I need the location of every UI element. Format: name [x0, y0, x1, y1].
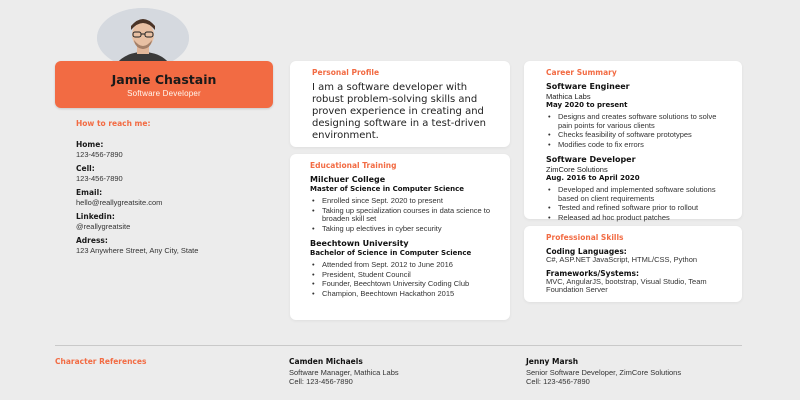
school-entry [310, 175, 490, 233]
job-bullets [546, 186, 720, 222]
education-card [290, 154, 510, 320]
school-name: Beechtown University [310, 239, 409, 248]
school-degree: Bachelor of Science in Computer Science [310, 249, 472, 257]
name-card [55, 61, 273, 108]
person-name: Jamie Chastain [111, 72, 217, 87]
contact-label: Linkedin: [76, 212, 115, 221]
contact-label: Adress: [76, 236, 108, 245]
list-item: • Founder, Beechtown University Coding Club [310, 280, 490, 289]
school-entry [310, 239, 490, 298]
list-item: • Enrolled since Sept. 2020 to present [310, 197, 490, 206]
contact-label: Email: [76, 188, 103, 197]
profile-text: I am a software developer with robust problem-solving skills and proven experience in creating and designing software in a test-driven environment. [312, 82, 486, 141]
contact-label: Cell: [76, 164, 95, 173]
avatar [97, 8, 189, 68]
list-item: • Checks feasibility of software prototypes [546, 131, 720, 140]
contact-value: 123-456-7890 [76, 149, 123, 159]
job-period: May 2020 to present [546, 101, 628, 109]
job-company: Mathica Labs [546, 92, 591, 101]
profile-card [290, 61, 510, 147]
contact-cell [76, 164, 276, 183]
references-heading: Character References [55, 357, 147, 366]
skill-group-value: C#, ASP.NET JavaScript, HTML/CSS, Python [546, 255, 698, 264]
skill-group-label: Coding Languages: [546, 247, 627, 256]
contact-home [76, 140, 276, 159]
contact-value[interactable]: hello@reallygreatsite.com [76, 197, 163, 207]
contact-email [76, 188, 276, 207]
job-bullets [546, 113, 720, 149]
contact-linkedin [76, 212, 276, 231]
reference-name: Camden Michaels [289, 357, 363, 366]
reference-phone: Cell: 123-456-7890 [289, 377, 353, 386]
reference-phone: Cell: 123-456-7890 [526, 377, 590, 386]
profile-title: Personal Profile [312, 68, 380, 77]
person-role: Software Developer [127, 89, 201, 98]
contact-value[interactable]: @reallygreatsite [76, 221, 131, 231]
contact-heading: How to reach me: [76, 119, 151, 128]
list-item: • Taking up specialization courses in data science to broaden skill set [310, 207, 490, 224]
list-item: • Designs and creates software solutions to solve pain points for various clients [546, 113, 720, 130]
list-item: • Attended from Sept. 2012 to June 2016 [310, 261, 490, 270]
contact-address [76, 236, 276, 255]
contact-section [76, 119, 276, 260]
job-company: ZimCore Solutions [546, 165, 608, 174]
reference-title: Senior Software Developer, ZimCore Solutions [526, 368, 682, 377]
list-item: • Developed and implemented software solutions based on client requirements [546, 186, 720, 203]
contact-value: 123-456-7890 [76, 173, 123, 183]
reference-title: Software Manager, Mathica Labs [289, 368, 399, 377]
list-item: • President, Student Council [310, 271, 490, 280]
avatar-photo-icon [97, 8, 189, 68]
job-entry [546, 155, 720, 222]
education-title: Educational Training [310, 161, 397, 170]
reference-entry [289, 357, 509, 386]
job-period: Aug. 2016 to April 2020 [546, 174, 640, 182]
job-role: Software Developer [546, 155, 636, 164]
reference-entry [526, 357, 736, 386]
list-item: • Modifies code to fix errors [546, 141, 720, 150]
list-item: • Tested and refined software prior to rollout [546, 204, 720, 213]
school-name: Milchuer College [310, 175, 386, 184]
skills-card [524, 226, 742, 302]
job-entry [546, 82, 720, 149]
reference-name: Jenny Marsh [526, 357, 579, 366]
job-role: Software Engineer [546, 82, 630, 91]
skill-group-value: MVC, AngularJS, bootstrap, Visual Studio, Team Foundation Server [546, 276, 707, 294]
list-item: • Champion, Beechtown Hackathon 2015 [310, 290, 490, 299]
school-bullets [310, 261, 490, 298]
school-bullets [310, 197, 490, 233]
career-card [524, 61, 742, 222]
career-title: Career Summary [546, 68, 617, 77]
list-item: • Taking up electives in cyber security [310, 225, 490, 234]
skill-group-label: Frameworks/Systems: [546, 268, 639, 278]
contact-label: Home: [76, 140, 104, 149]
skills-title: Professional Skills [546, 233, 624, 242]
school-degree: Master of Science in Computer Science [310, 185, 465, 193]
contact-value: 123 Anywhere Street, Any City, State [76, 245, 199, 255]
list-item: • Released ad hoc product patches [546, 214, 720, 223]
divider [55, 345, 742, 346]
